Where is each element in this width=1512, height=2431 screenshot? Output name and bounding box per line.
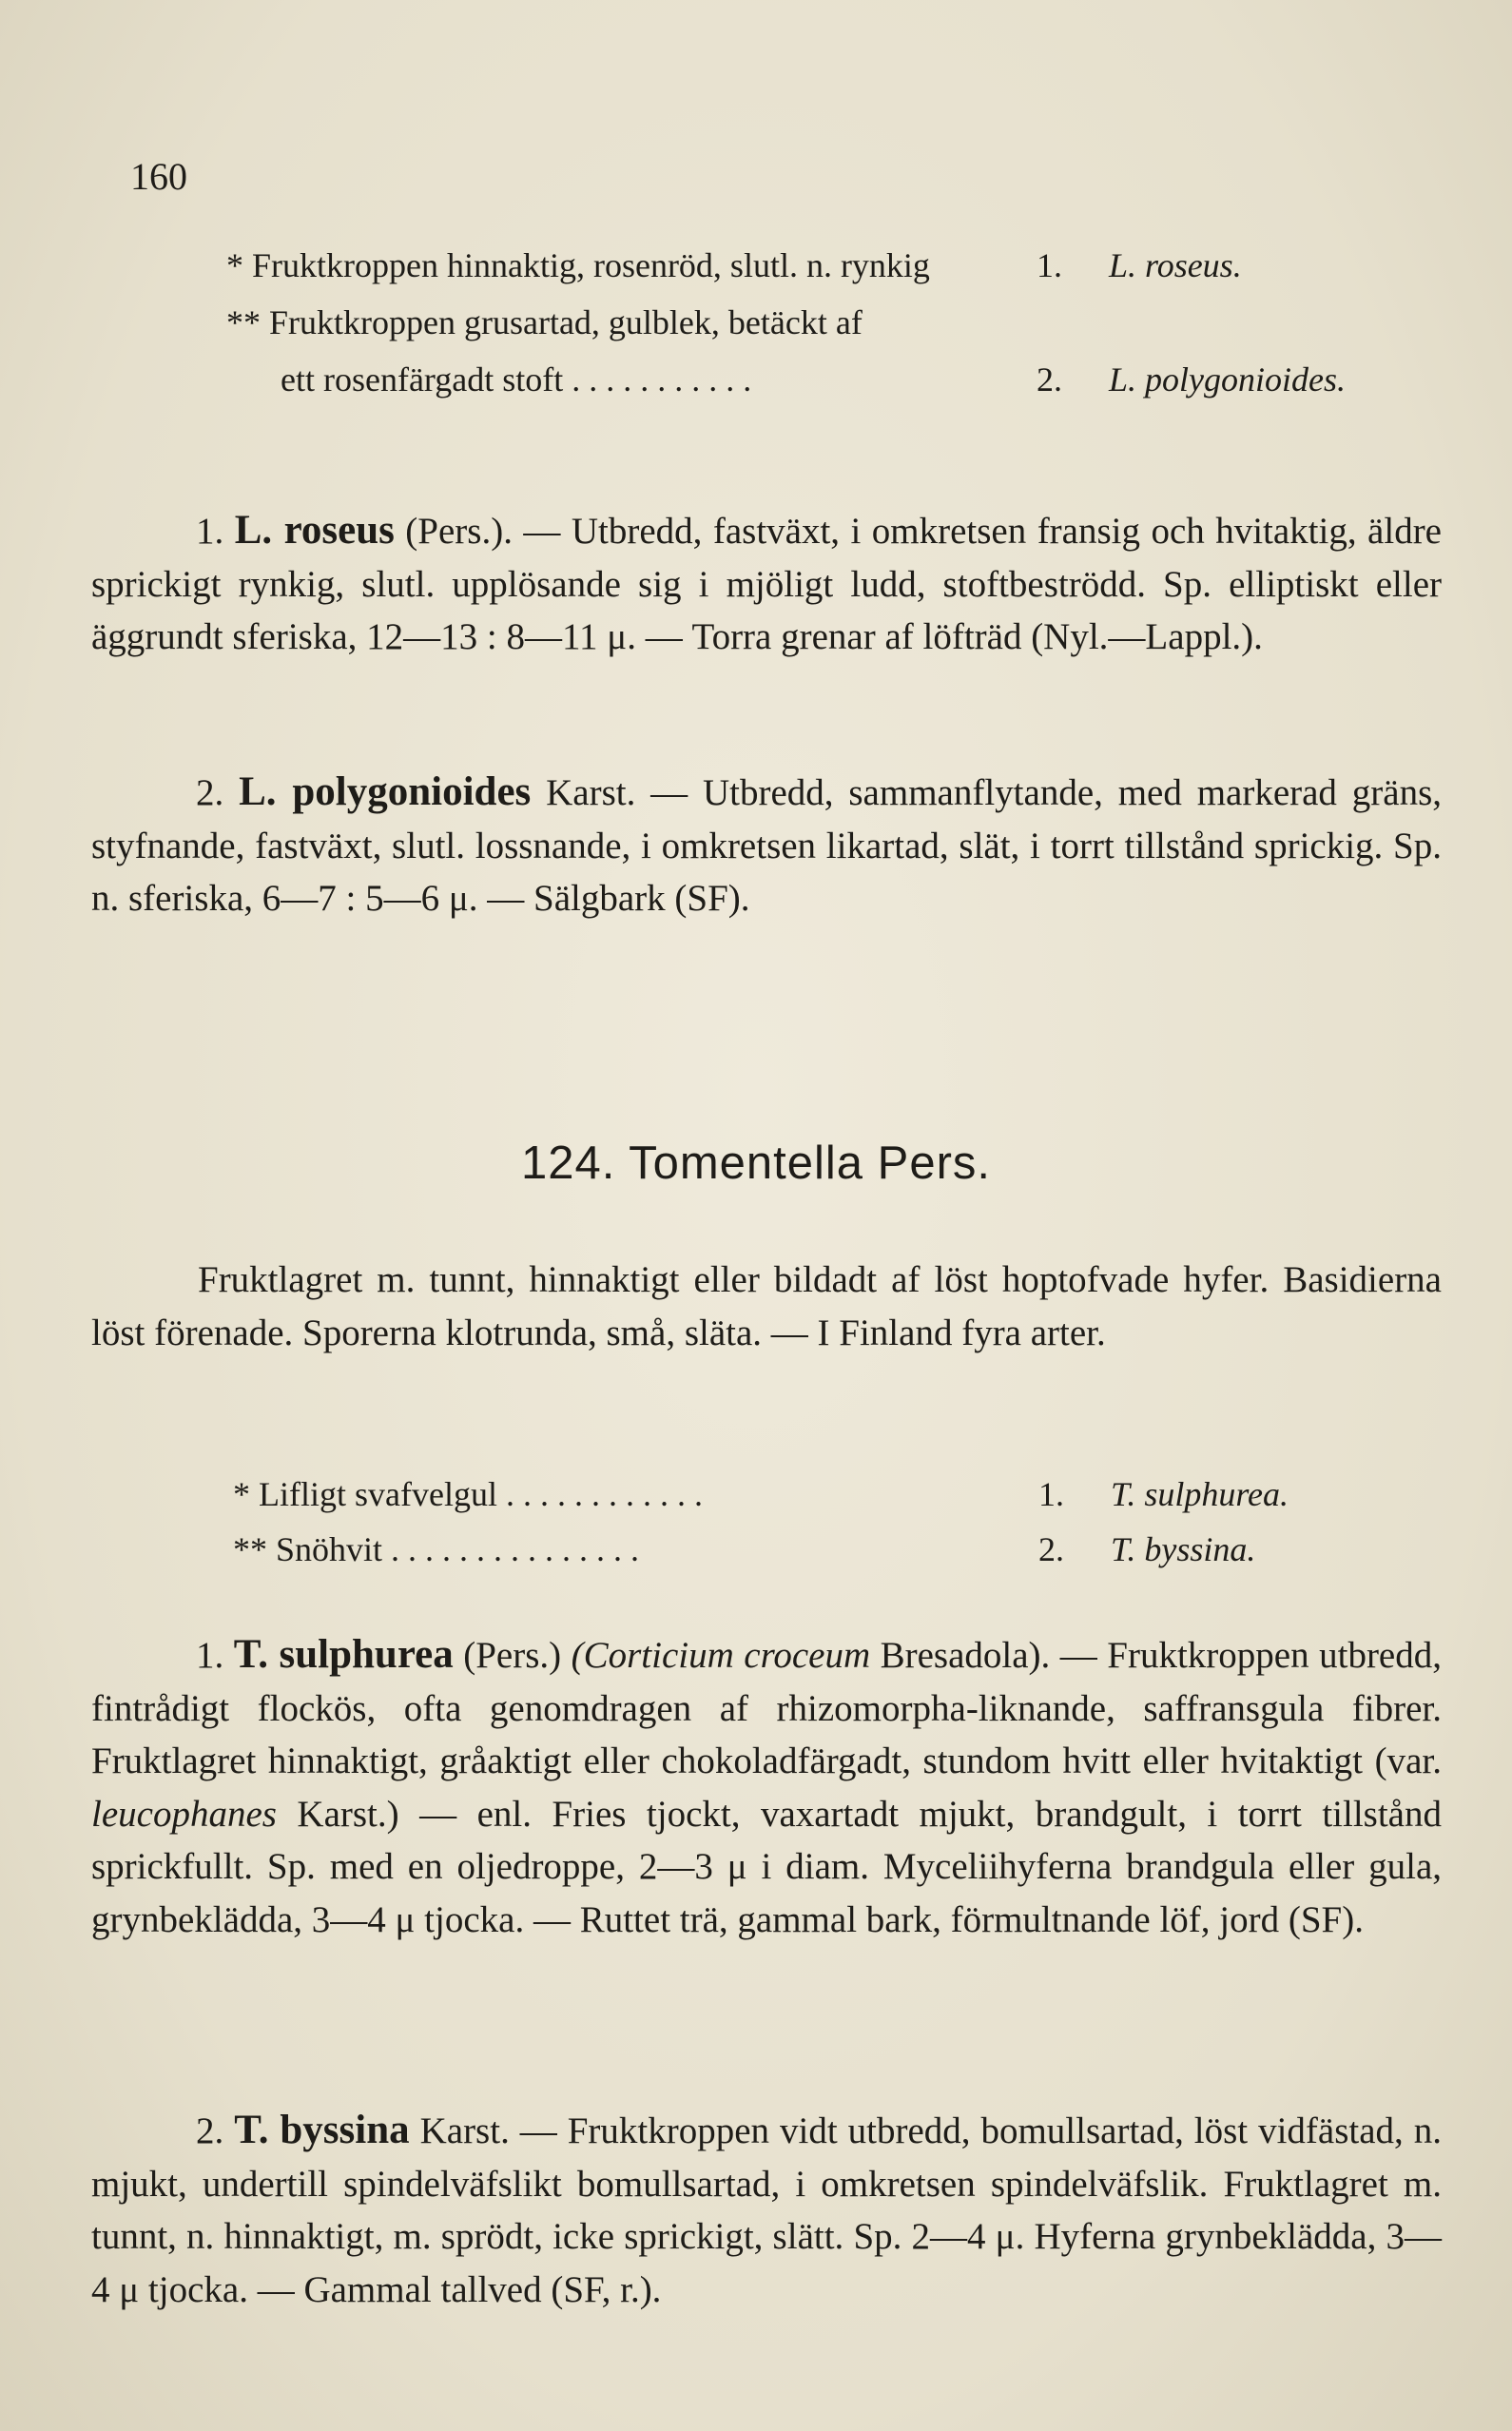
page-number: 160: [130, 155, 187, 198]
species-description: — Utbredd, sammanflytande, med markerad gräns, styfnande, fastväxt, slutl. lossnande, i omkretsen likartad, slät, i torrt tillstånd sprickig. Sp. n. sferiska, 6—7 : 5—6 μ. — Sälgbark (SF).: [91, 772, 1442, 919]
key-text: * Fruktkroppen hinnaktig, rosenröd, slutl. n. rynkig: [226, 246, 930, 284]
species-number: 2.: [196, 772, 224, 813]
species-description: — Utbredd, fastväxt, i omkretsen fransig och hvitaktig, äldre sprickigt rynkig, slutl. upplösande sig i mjöligt ludd, stoftbeströdd. Sp. elliptiskt eller äggrundt sferiska, 12—13 : 8—11 μ. — Torra grenar af löfträd (Nyl.—Lappl.).: [91, 511, 1442, 657]
key-ref: [1038, 1474, 1289, 1514]
genus-heading: 124. Tomentella Pers.: [520, 1138, 992, 1189]
key-ref: [1037, 245, 1242, 285]
key-num: 1.: [1037, 246, 1062, 284]
species-author: Karst.: [409, 2110, 510, 2151]
key-line: [226, 245, 930, 285]
key-line: [233, 1529, 639, 1569]
key-line: [233, 1474, 703, 1514]
species-entry: [91, 766, 1442, 925]
key-species-name: L. polygonioides.: [1109, 360, 1346, 399]
key-line: [281, 360, 751, 399]
species-author: (Pers.): [453, 1635, 572, 1676]
species-number: 2.: [196, 2110, 224, 2151]
species-description-cont: Karst.) — enl. Fries tjockt, vaxartadt mjukt, brandgult, i torrt tillstånd sprickfullt. Sp. med en oljedroppe, 2—3 μ i diam. Myceliihyferna brandgula eller gula, grynbeklädda, 3—4 μ tjocka. — Ruttet trä, gammal bark, förmultnande löf, jord (SF).: [91, 1793, 1442, 1940]
key-text: ** Snöhvit . . . . . . . . . . . . . . .: [233, 1530, 640, 1568]
species-name: L. polygonioides: [239, 769, 532, 814]
key-ref: [1037, 360, 1346, 399]
key-species-name: T. sulphurea.: [1111, 1475, 1289, 1513]
key-num: 2.: [1037, 360, 1062, 399]
key-text: * Lifligt svafvelgul . . . . . . . . . . . .: [233, 1475, 703, 1513]
synonym-author: Bresadola).: [870, 1635, 1051, 1676]
variety-name: leucophanes: [91, 1793, 277, 1835]
species-author: (Pers.).: [394, 511, 513, 552]
key-text: ** Fruktkroppen grusartad, gulblek, betäckt af: [226, 303, 863, 341]
key-species-name: L. roseus.: [1109, 246, 1242, 284]
species-description: — Fruktkroppen vidt utbredd, bomullsartad, löst vidfästad, n. mjukt, undertill spindelväfslikt bomullsartad, i omkretsen spindelväfslik. Fruktlagret m. tunnt, n. hinnaktigt, m. sprödt, icke sprickigt, slätt. Sp. 2—4 μ. Hyferna grynbeklädda, 3—4 μ tjocka. — Gammal tallved (SF, r.).: [91, 2110, 1442, 2310]
species-entry: [91, 504, 1442, 664]
genus-description: [91, 1254, 1442, 1359]
species-synonym: (Corticium croceum: [571, 1635, 871, 1676]
key-num: 2.: [1038, 1530, 1064, 1568]
genus-text: Fruktlagret m. tunnt, hinnaktigt eller bildadt af löst hoptofvade hyfer. Basidierna löst förenade. Sporerna klotrunda, små, släta. — I Finland fyra arter.: [91, 1259, 1442, 1353]
key-species-name: T. byssina.: [1111, 1530, 1256, 1568]
species-author: Karst.: [531, 772, 636, 813]
species-entry: [91, 1628, 1442, 1946]
species-number: 1.: [196, 511, 224, 552]
species-name: T. sulphurea: [233, 1632, 454, 1677]
species-entry: [91, 2104, 1442, 2316]
key-line: [226, 302, 863, 342]
key-ref: [1038, 1529, 1256, 1569]
species-name: L. roseus: [234, 508, 395, 553]
key-text: ett rosenfärgadt stoft . . . . . . . . . . .: [281, 360, 752, 399]
species-number: 1.: [196, 1635, 224, 1676]
species-description: — Fruktkroppen utbredd, fintrådigt flockös, ofta genomdragen af rhizomorpha-liknande, saffransgula fibrer. Fruktlagret hinnaktigt, gråaktigt eller chokoladfärgadt, stundom hvitt eller hvitaktigt (var.: [91, 1635, 1442, 1781]
key-num: 1.: [1038, 1475, 1064, 1513]
species-name: T. byssina: [234, 2108, 410, 2152]
